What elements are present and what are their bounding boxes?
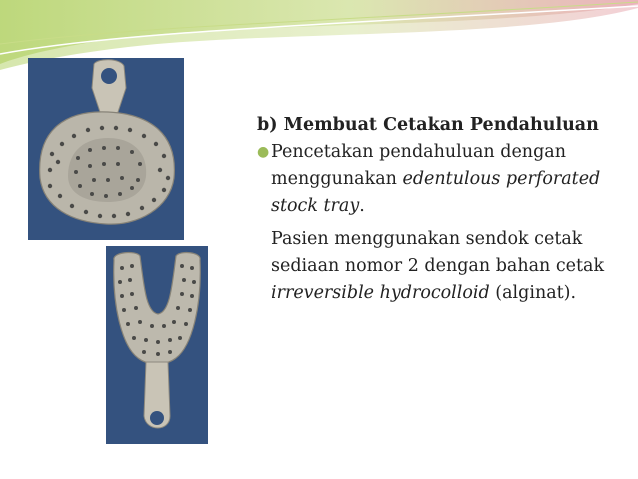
bullet-item — [257, 139, 627, 220]
upper-tray-photo — [28, 58, 184, 240]
slide-heading: b) Membuat Cetakan Pendahuluan — [257, 115, 599, 135]
paragraph-item — [257, 226, 627, 307]
paragraph-text-b: (alginat). — [489, 283, 577, 303]
bullet-icon: ● — [257, 144, 270, 160]
perforated-upper-tray-icon — [28, 58, 184, 240]
perforated-lower-tray-icon — [106, 246, 208, 444]
paragraph-text-italic: irreversible hydrocolloid — [271, 283, 490, 303]
slide-text — [257, 112, 627, 307]
lower-tray-photo — [106, 246, 208, 444]
paragraph-text-a: Pasien menggunakan sendok cetak sediaan nomor 2 dengan bahan cetak — [271, 229, 605, 276]
bullet-text-a: Pencetakan pendahuluan dengan menggunakan — [271, 142, 566, 189]
bullet-text-b: . — [359, 196, 365, 216]
bullet-text-italic: edentulous perforated stock tray — [271, 169, 601, 216]
